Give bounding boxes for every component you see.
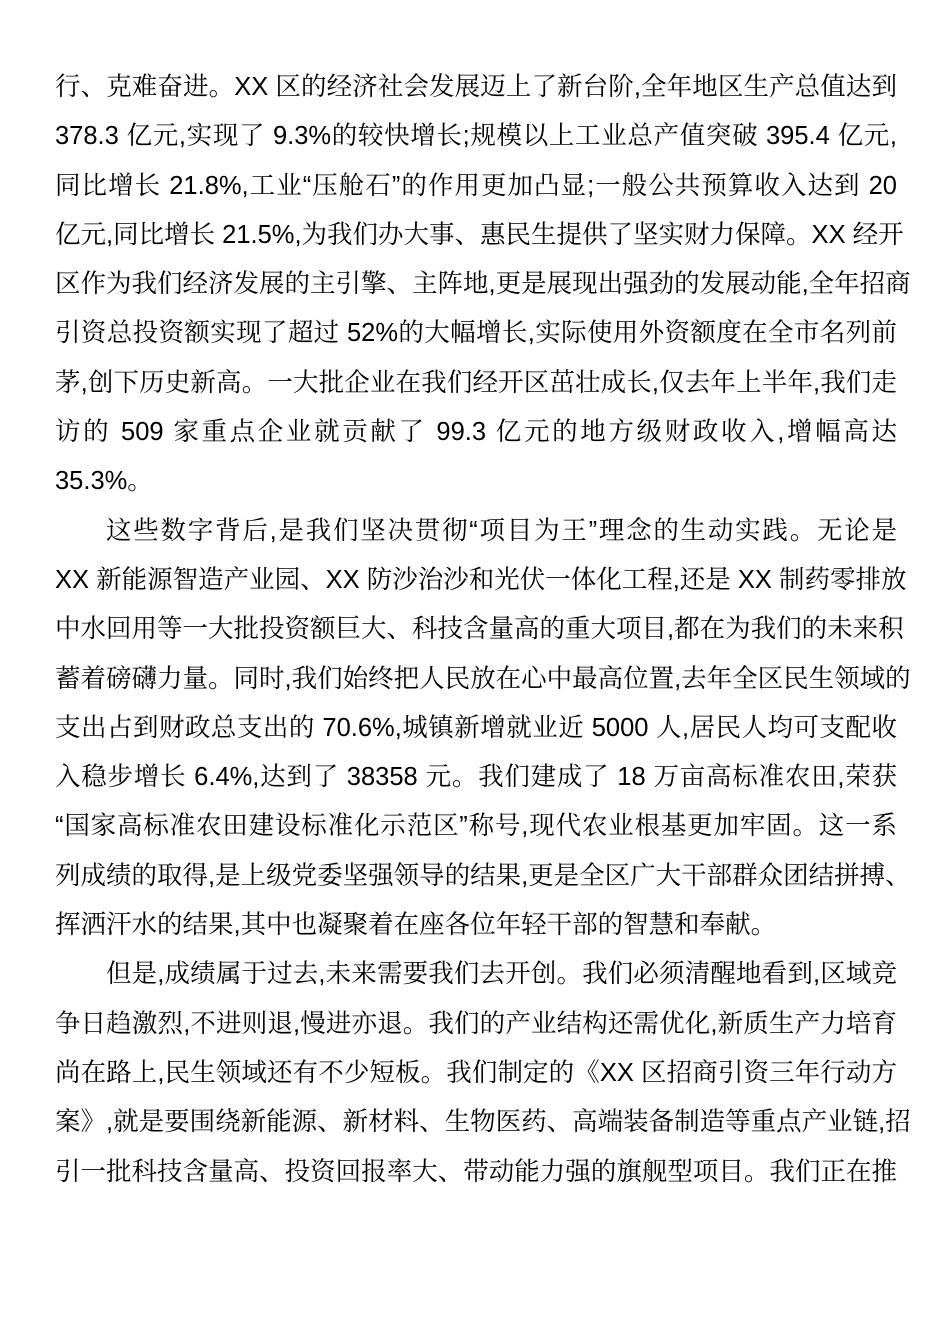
text-line: 尚在路上,民生领域还有不少短板。我们制定的《XX 区招商引资三年行动方 [55,1058,897,1087]
text-line: 同比增长 21.8%,工业“压舱石”的作用更加凸显;一般公共预算收入达到 20 [55,171,897,200]
text-line: 35.3%。 [55,467,153,496]
text-line: 区作为我们经济发展的主引擎、主阵地,更是展现出强劲的发展动能,全年招商 [55,270,911,299]
text-line: 案》,就是要围绕新能源、新材料、生物医药、高端装备制造等重点产业链,招 [55,1108,911,1137]
text-line: 支出占到财政总支出的 70.6%,城镇新增就业近 5000 人,居民人均可支配收 [55,713,897,742]
text-line: 引资总投资额实现了超过 52%的大幅增长,实际使用外资额度在全市名列前 [55,319,897,348]
text-line: 访的 509 家重点企业就贡献了 99.3 亿元的地方级财政收入,增幅高达 [55,418,897,447]
text-line: “国家高标准农田建设标准化示范区”称号,现代农业根基更加牢固。这一系 [55,812,897,841]
text-line: 亿元,同比增长 21.5%,为我们办大事、惠民生提供了坚实财力保障。XX 经开 [55,220,904,249]
text-line: 这些数字背后,是我们坚决贯彻“项目为王”理念的生动实践。无论是 [106,516,897,545]
text-line: 行、克难奋进。XX 区的经济社会发展迈上了新台阶,全年地区生产总值达到 [55,73,897,101]
text-line: 引一批科技含量高、投资回报率大、带动能力强的旗舰型项目。我们正在推 [55,1157,897,1186]
text-line: 茅,创下历史新高。一大批企业在我们经开区茁壮成长,仅去年上半年,我们走 [55,368,897,397]
text-line: 争日趋激烈,不进则退,慢进亦退。我们的产业结构还需优化,新质生产力培育 [55,1009,897,1038]
text-line: 中水回用等一大批投资额巨大、科技含量高的重大项目,都在为我们的未来积 [55,615,904,644]
text-line: 378.3 亿元,实现了 9.3%的较快增长;规模以上工业总产值突破 395.4 亿元, [55,122,897,151]
document-text [55,63,911,1197]
text-line: 蓄着磅礴力量。同时,我们始终把人民放在心中最高位置,去年全区民生领域的 [55,664,911,693]
text-line: XX 新能源智造产业园、XX 防沙治沙和光伏一体化工程,还是 XX 制药零排放 [55,565,907,594]
text-line: 挥洒汗水的结果,其中也凝聚着在座各位年轻干部的智慧和奉献。 [55,911,777,940]
text-line: 但是,成绩属于过去,未来需要我们去开创。我们必须清醒地看到,区域竞 [106,960,897,989]
text-line: 入稳步增长 6.4%,达到了 38358 元。我们建成了 18 万亩高标准农田,荣获 [55,763,897,792]
text-line: 列成绩的取得,是上级党委坚强领导的结果,更是全区广大干部群众团结拼搏、 [55,861,911,890]
